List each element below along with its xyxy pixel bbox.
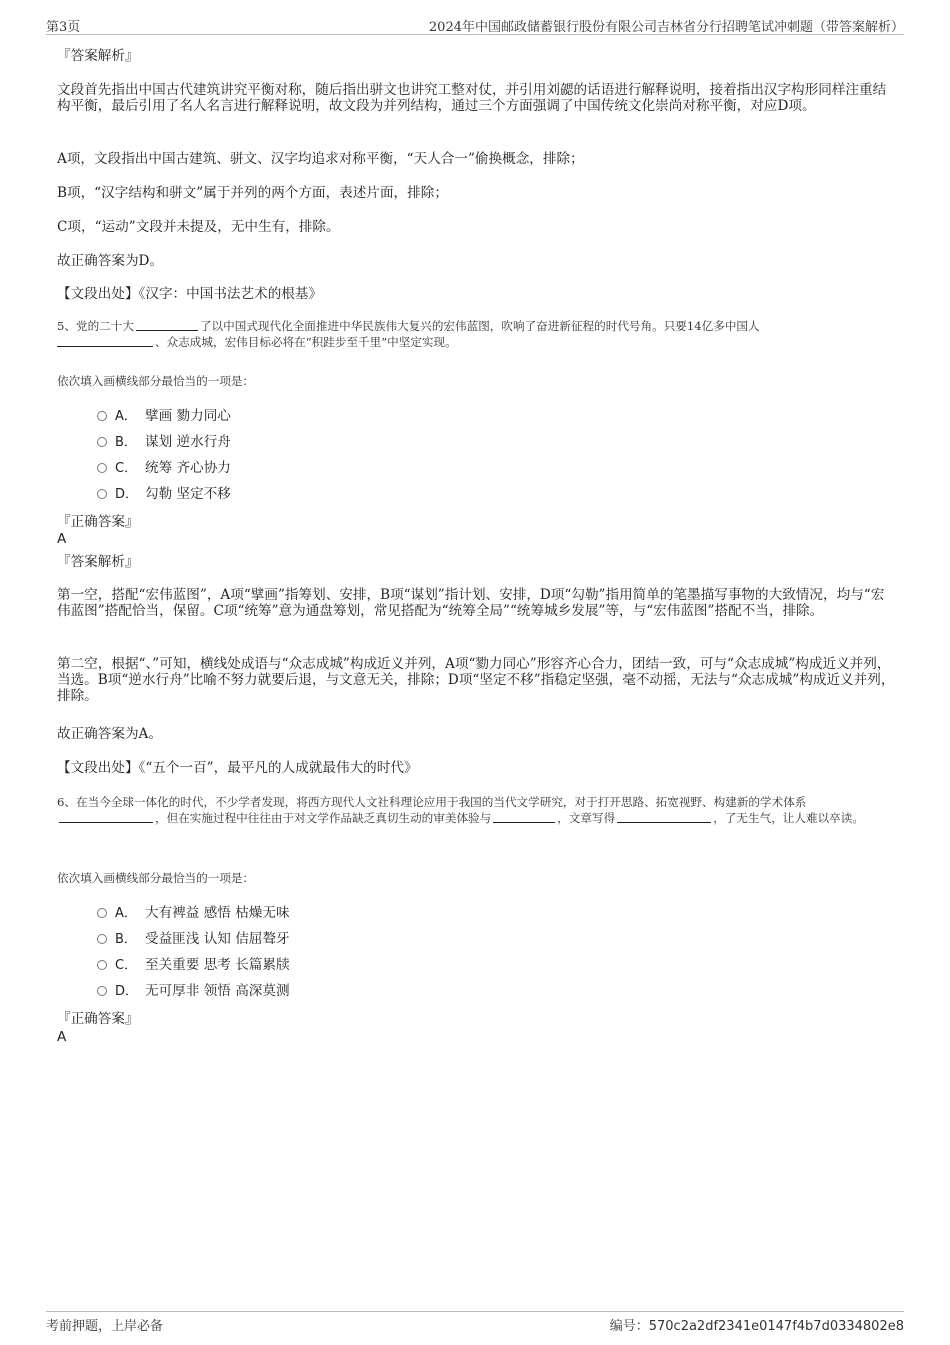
footer-slogan: 考前押题，上岸必备 (46, 1319, 164, 1334)
q6-stem (57, 794, 897, 826)
q4-source: 【文段出处】《汉字：中国书法艺术的根基》 (57, 286, 323, 302)
radio-icon[interactable] (97, 960, 107, 970)
q6-stem-part-4: ，了无生气，让人难以卒读。 (713, 811, 864, 825)
q5-option-b[interactable]: B． 谋划 逆水行舟 (97, 434, 231, 451)
q5-blank-2 (57, 334, 153, 347)
q4-analysis-para-2: A项，文段指出中国古建筑、骈文、汉字均追求对称平衡，“天人合一”偷换概念，排除； (57, 151, 584, 167)
q6-option-a[interactable]: A． 大有裨益 感悟 枯燥无味 (97, 905, 290, 922)
q5-stem-part-2: 了以中国式现代化全面推进中华民族伟大复兴的宏伟蓝图，吹响了奋进新征程的时代号角。只要14亿多中国人 (199, 319, 760, 333)
q6-stem-part-3: ，文章写得 (557, 811, 616, 825)
q6-blank-1 (59, 810, 153, 823)
q5-option-d[interactable]: D． 勾勒 坚定不移 (97, 486, 231, 503)
radio-icon[interactable] (97, 934, 107, 944)
q5-stem-part-1: 5、党的二十大 (57, 319, 134, 333)
q4-analysis-label: 『答案解析』 (57, 48, 139, 64)
page-footer (46, 1311, 904, 1332)
q5-prompt: 依次填入画横线部分最恰当的一项是： (57, 374, 255, 388)
q5-answer: A (57, 531, 67, 547)
q6-stem-part-1: 6、在当今全球一体化的时代，不少学者发现，将西方现代人文社科理论应用于我国的当代文学研究，对于打开思路、拓宽视野、构建新的学术体系 (57, 795, 807, 809)
q6-option-b[interactable]: B． 受益匪浅 认知 佶屈聱牙 (97, 931, 290, 948)
q5-blank-1 (136, 318, 198, 331)
q5-stem-part-3: 、众志成城，宏伟目标必将在“积跬步至千里”中坚定实现。 (155, 335, 457, 349)
radio-icon[interactable] (97, 986, 107, 996)
q5-analysis-para-1: 第一空，搭配“宏伟蓝图”，A项“擘画”指筹划、安排，B项“谋划”指计划、安排，D项“勾勒”指用简单的笔墨描写事物的大致情况，均与“宏伟蓝图”搭配恰当，保留。C项“统筹”意为通盘筹划，常见搭配为“统筹全局”“统筹城乡发展”等，与“宏伟蓝图”搭配不当，排除。 (57, 587, 885, 619)
q6-blank-3 (617, 810, 711, 823)
q5-option-a[interactable]: A． 擘画 勠力同心 (97, 408, 231, 425)
q5-analysis-para-2: 第二空，根据“、”可知，横线处成语与“众志成城”构成近义并列，A项“勠力同心”形容齐心合力，团结一致，可与“众志成城”构成近义并列，当选。B项“逆水行舟”比喻不努力就要后退，与文意无关，排除；D项“坚定不移”指稳定坚强，毫不动摇，无法与“众志成城”构成近义并列，排除。 (57, 656, 895, 704)
document-title: 2024年中国邮政储蓄银行股份有限公司吉林省分行招聘笔试冲刺题（带答案解析） (428, 20, 904, 35)
q4-analysis-para-1: 文段首先指出中国古代建筑讲究平衡对称，随后指出骈文也讲究工整对仗，并引用刘勰的话语进行解释说明，接着指出汉字构形同样注重结构平衡，最后引用了名人名言进行解释说明，故文段为并列结构，通过三个方面强调了中国传统文化崇尚对称平衡，对应D项。 (57, 82, 887, 114)
radio-icon[interactable] (97, 463, 107, 473)
q6-answer: A (57, 1029, 67, 1045)
q5-option-c[interactable]: C． 统筹 齐心协力 (97, 460, 231, 477)
document-code: 编号：570c2a2df2341e0147f4b7d0334802e8 (609, 1319, 904, 1334)
q5-answer-label: 『正确答案』 (57, 514, 139, 530)
q4-analysis-para-3: B项，“汉字结构和骈文”属于并列的两个方面，表述片面，排除； (57, 185, 448, 201)
radio-icon[interactable] (97, 908, 107, 918)
radio-icon[interactable] (97, 437, 107, 447)
q6-prompt: 依次填入画横线部分最恰当的一项是： (57, 871, 255, 885)
page-number: 第3页 (46, 20, 81, 35)
q5-stem (57, 318, 897, 350)
radio-icon[interactable] (97, 489, 107, 499)
q5-source: 【文段出处】《“五个一百”，最平凡的人成就最伟大的时代》 (57, 760, 418, 776)
q5-analysis-label: 『答案解析』 (57, 554, 139, 570)
q6-blank-2 (493, 810, 555, 823)
q4-conclusion: 故正确答案为D。 (57, 253, 164, 269)
q4-analysis-para-4: C项，“运动”文段并未提及，无中生有，排除。 (57, 219, 340, 235)
page-header (46, 14, 904, 35)
q6-option-d[interactable]: D． 无可厚非 领悟 高深莫测 (97, 983, 290, 1000)
q5-conclusion: 故正确答案为A。 (57, 726, 162, 742)
q6-answer-label: 『正确答案』 (57, 1011, 139, 1027)
q6-option-c[interactable]: C． 至关重要 思考 长篇累牍 (97, 957, 290, 974)
radio-icon[interactable] (97, 411, 107, 421)
q6-stem-part-2: ，但在实施过程中往往由于对文学作品缺乏真切生动的审美体验与 (155, 811, 492, 825)
